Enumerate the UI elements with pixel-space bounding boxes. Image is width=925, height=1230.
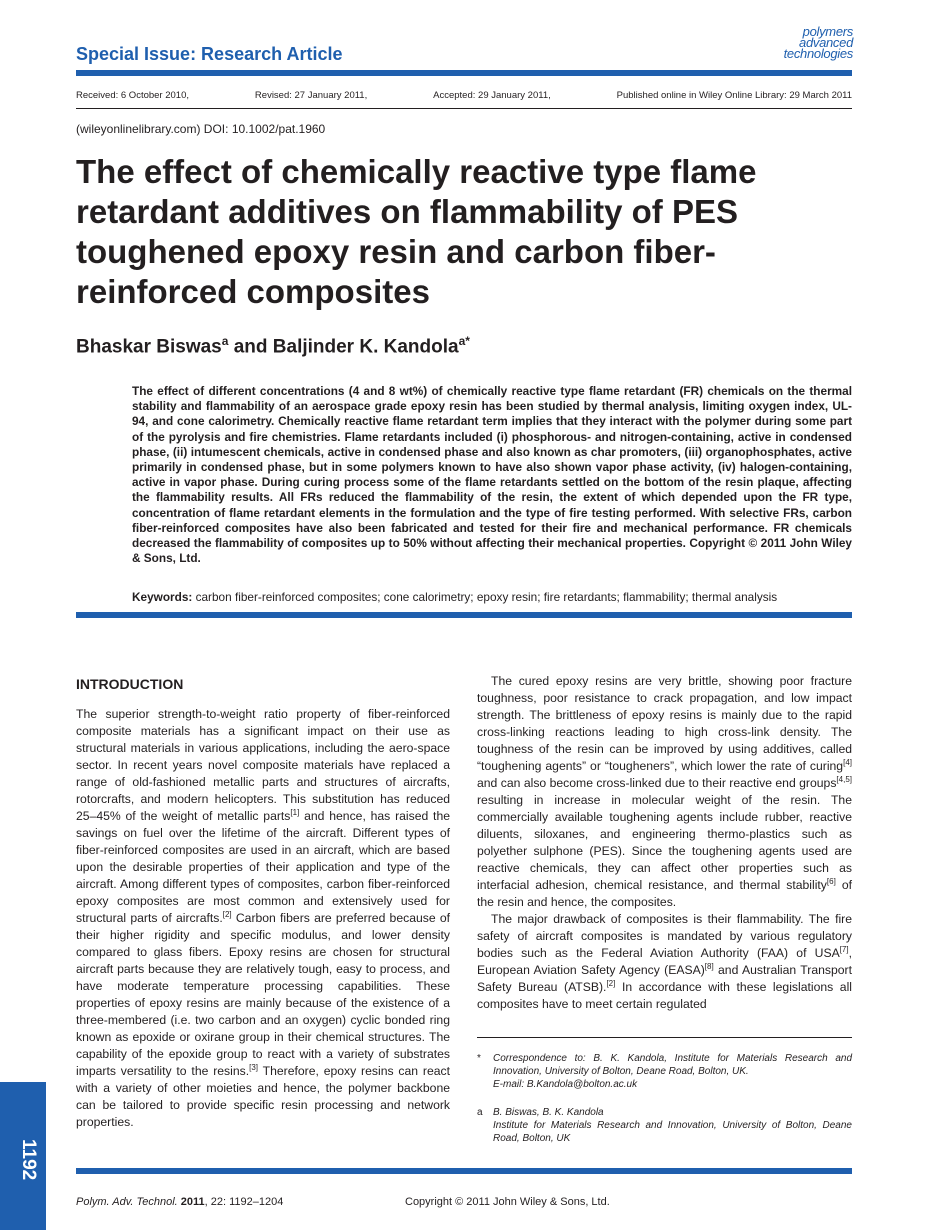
paragraph-text: and can also become cross-linked due to their reactive end groups — [477, 776, 837, 790]
citation-ref[interactable]: [8] — [704, 961, 714, 971]
citation-ref[interactable]: [6] — [826, 876, 836, 886]
affiliation-note — [477, 1106, 852, 1145]
paragraph — [477, 911, 852, 1013]
paragraph-text: In accordance with these legislations all composites have to meet certain regulated — [477, 980, 852, 1011]
footer-rule — [76, 1168, 852, 1174]
citation-ref[interactable]: [3] — [249, 1062, 259, 1072]
journal-logo — [745, 26, 853, 66]
citation-ref[interactable]: [4] — [843, 757, 852, 767]
affiliation-names: B. Biswas, B. K. Kandola — [493, 1107, 604, 1118]
right-column-text — [477, 673, 852, 1013]
keywords-label: Keywords: — [132, 590, 193, 604]
section-label: Special Issue: Research Article — [76, 44, 343, 64]
paragraph-text: The cured epoxy resins are very brittle, showing poor fracture toughness, poor resistance to crack propagation, and low impact strength. The brittleness of epoxy resins is mainly due to the rapid cross-linking reactions leading to high cross-link density. The toughness of the resin can be improved by using additives, called “toughening agents” or “tougheners”, which lower the rate of curing — [477, 674, 852, 773]
abstract: The effect of different concentrations (4 and 8 wt%) of chemically reactive type flame retardant (FR) chemicals on the thermal stability and flammability of an aerospace grade epoxy resin has been studied by thermal analysis, limiting oxygen index, UL-94, and cone calorimetry. Chemically reactive flame retardant term implies that they interact with the polymer during some part of the pyrolysis and fire chemistries. Flame retardants included (i) phosphorous- and nitrogen-containing, active in condensed phase, (ii) intumescent chemicals, active in condensed phase and also known as char promoters, (iii) organophosphates, active primarily in condensed phase, but in some polymers known to have also shown vapor phase activity, (iv) halogen-containing, active in vapor phase. During curing process some of the flame retardants settled on the bottom of the resin plaque, affecting the flammability results. All FRs reduced the flammability of the resin, the extent of which depended upon the FR type, concentration of flame retardant elements in the formulation and the type of fire testing performed. With selective FRs, carbon fiber-reinforced composites have also been fabricated and tested for their fire and mechanical performance. FR chemicals decreased the flammability of composites up to 50% without affecting their mechanical properties. Copyright © 2011 John Wiley & Sons, Ltd. — [132, 384, 852, 566]
footnote-star: * — [477, 1053, 481, 1064]
footnote-rule — [477, 1037, 852, 1038]
author-and: and — [228, 336, 273, 358]
author-2: Baljinder K. Kandola — [272, 336, 459, 358]
citation — [76, 1196, 283, 1208]
doi-line: (wileyonlinelibrary.com) DOI: 10.1002/pat.1960 — [76, 122, 326, 136]
received-date: Received: 6 October 2010, — [76, 90, 190, 101]
citation-ref[interactable]: [1] — [290, 807, 300, 817]
left-column-text — [76, 706, 450, 1131]
citation-ref[interactable]: [2] — [606, 978, 616, 988]
article-dates — [76, 90, 852, 101]
dates-rule — [76, 108, 852, 109]
paragraph-text: of the resin and hence, the composites. — [477, 878, 852, 909]
correspondence-note — [477, 1052, 852, 1091]
paragraph-text: Therefore, epoxy resins can react with a variety of other moieties and hence, the polymer backbone can be tailored to provide specific resin processing and network properties. — [76, 1064, 450, 1129]
footer-copyright: Copyright © 2011 John Wiley & Sons, Ltd. — [405, 1196, 610, 1208]
citation-ref[interactable]: [7] — [839, 944, 849, 954]
header-rule — [76, 70, 852, 76]
accepted-date: Accepted: 29 January 2011, — [433, 90, 551, 101]
page-number: 1192 — [18, 1139, 39, 1181]
paragraph-text: , European Aviation Safety Agency (EASA) — [477, 946, 852, 977]
citation-volume-pages: , 22: 1192–1204 — [204, 1196, 284, 1208]
logo-line-3: technologies — [783, 46, 853, 61]
author-line — [76, 334, 470, 358]
paragraph-text: Carbon fibers are preferred because of their higher rigidity and specific modulus, and lower density compared to glass fibers. Epoxy resins are chosen for structural aircraft parts because they are relatively tough, easy to process, and have moderate temperature processing capabilities. These properties of epoxy resins are mainly because of the existence of a three-membered (i.e. two carbon and an oxygen) cyclic bonded ring known as epoxide or oxirane group in their chemical structures. The capability of the epoxide group to react with a variety of substrates imparts versatility to the resins. — [76, 911, 451, 1078]
paragraph-text: and hence, has raised the savings on fuel over the lifetime of the aircraft. Different types of fiber-reinforced composites are used in an aircraft, which are based upon the desirable properties of their application and type of the aircraft. Among different types of composites, carbon fiber-reinforced epoxy composites are most common and extensively used for structural parts of aircrafts. — [76, 809, 450, 925]
citation-ref[interactable]: [4,5] — [836, 774, 852, 784]
paragraph-text: resulting in increase in molecular weight of the resin. The commercially available toughening agents include rubber, reactive diluents, siloxanes, and engineering thermo-plastics such as polyether sulphone (PES). Since the toughening agents used are reactive chemicals, they can affect other properties such as interfacial adhesion, chemical resistance, and thermal stability — [477, 793, 852, 892]
revised-date: Revised: 27 January 2011, — [254, 90, 368, 101]
correspondence-text: Correspondence to: B. K. Kandola, Institute for Materials Research and Innovation, University of Bolton, Deane Road, Bolton, UK. — [493, 1053, 852, 1077]
keywords-list: carbon fiber-reinforced composites; cone calorimetry; epoxy resin; fire retardants; flammability; thermal analysis — [192, 590, 778, 604]
author-1: Bhaskar Biswas — [76, 336, 222, 358]
correspondence-email[interactable]: E-mail: B.Kandola@bolton.ac.uk — [493, 1079, 638, 1090]
article-title: The effect of chemically reactive type flame retardant additives on flammability of PES toughened epoxy resin and carbon fiber-reinforced composites — [76, 153, 757, 310]
author-2-affiliation: a* — [458, 334, 470, 348]
author-1-affiliation: a — [221, 334, 229, 348]
logo-line-2: advanced — [799, 35, 853, 50]
logo-line-1: polymers — [802, 24, 853, 39]
footnote-a: a — [477, 1107, 483, 1118]
section-heading-introduction: INTRODUCTION — [76, 676, 184, 692]
journal-abbrev: Polym. Adv. Technol. — [76, 1196, 178, 1208]
abstract-rule — [76, 612, 852, 618]
paragraph-text: The major drawback of composites is their flammability. The fire safety of aircraft composites is mandated by various regulatory bodies such as the Federal Aviation Authority (FAA) of USA — [477, 912, 852, 960]
affiliation-text: Institute for Materials Research and Innovation, University of Bolton, Deane Road, Bolton, UK — [493, 1120, 852, 1144]
published-date: Published online in Wiley Online Library: 29 March 2011 — [616, 90, 852, 101]
paragraph-text: The superior strength-to-weight ratio property of fiber-reinforced composite materials has a significant impact on their use as structural materials in various applications, including the aero-space sector. In recent years novel composite materials have replaced a range of old-fashioned metallic parts and structures of aircrafts, rotorcrafts, and modern helicopters. This substitution has reduced 25–45% of the weight of metallic parts — [76, 707, 450, 823]
citation-year: 2011 — [177, 1196, 205, 1208]
paragraph — [477, 673, 852, 911]
paragraph-text: and Australian Transport Safety Bureau (ATSB). — [477, 963, 852, 994]
citation-ref[interactable]: [2] — [222, 909, 232, 919]
keywords — [132, 590, 852, 605]
